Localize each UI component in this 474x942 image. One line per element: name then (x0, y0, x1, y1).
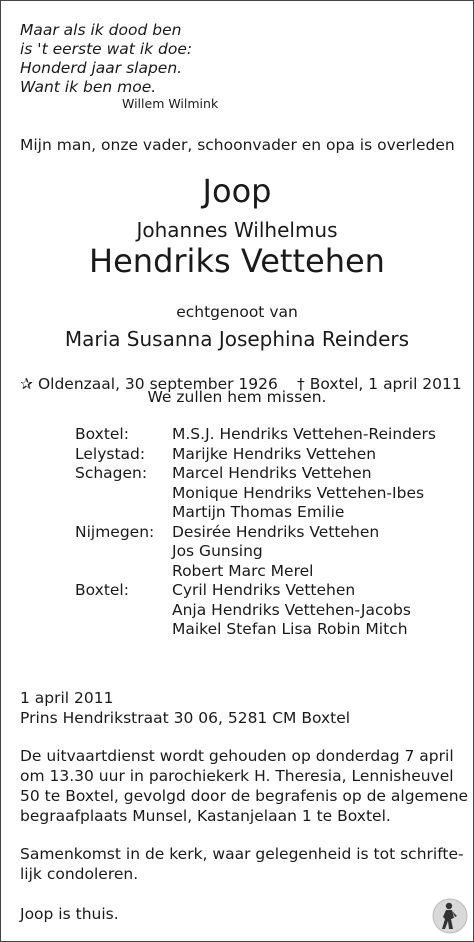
service-line: De uitvaartdienst wordt gehouden op donderdag 7 april (20, 747, 454, 765)
poem-line: is 't eerste wat ik doe: (20, 40, 193, 58)
family-member-name: Anja Hendriks Vettehen-Jacobs (172, 601, 411, 619)
family-member-name: Desirée Hendriks Vettehen (172, 523, 380, 541)
family-place: Boxtel: (75, 581, 129, 599)
miss-line: We zullen hem missen. (147, 388, 327, 406)
deceased-surname: Hendriks Vettehen (89, 242, 385, 280)
family-member-name: Marcel Hendriks Vettehen (172, 464, 372, 482)
poem-line: Want ik ben moe. (20, 78, 157, 96)
family-place: Schagen: (75, 464, 148, 482)
family-place: Nijmegen: (75, 523, 155, 541)
poem-line: Maar als ik dood ben (20, 21, 182, 39)
deceased-given-names: Johannes Wilhelmus (136, 218, 338, 242)
poem-author: Willem Wilmink (122, 96, 219, 111)
family-member-name: Cyril Hendriks Vettehen (172, 581, 356, 599)
family-member-name: Marijke Hendriks Vettehen (172, 445, 377, 463)
announcement-text: Mijn man, onze vader, schoonvader en opa is overleden (20, 136, 455, 154)
gathering-line: lijk condoleren. (20, 865, 139, 883)
gathering-line: Samenkomst in de kerk, waar gelegenheid is tot schrifte- (20, 845, 464, 863)
family-member-name: Monique Hendriks Vettehen-Ibes (172, 484, 425, 502)
family-place: Boxtel: (75, 425, 129, 443)
family-member-name: M.S.J. Hendriks Vettehen-Reinders (172, 425, 436, 443)
birth-text: Oldenzaal, 30 september 1926 (37, 375, 278, 393)
cross-icon: † (297, 375, 305, 393)
spouse-label: echtgenoot van (176, 303, 298, 321)
death-text: Boxtel, 1 april 2011 (309, 375, 462, 393)
address-date: 1 april 2011 (20, 689, 114, 707)
memorial-figure-icon (432, 898, 468, 934)
spouse-name: Maria Susanna Josephina Reinders (64, 327, 410, 351)
closing-line: Joop is thuis. (20, 905, 119, 923)
family-member-name: Maikel Stefan Lisa Robin Mitch (172, 620, 408, 638)
family-member-name: Robert Marc Merel (172, 562, 314, 580)
address-street: Prins Hendrikstraat 30 06, 5281 CM Boxtel (20, 709, 351, 727)
family-member-name: Jos Gunsing (172, 542, 263, 560)
family-place: Lelystad: (75, 445, 146, 463)
deceased-call-name: Joop (202, 172, 272, 210)
service-line: begraafplaats Munsel, Kastanjelaan 1 te Boxtel. (20, 807, 391, 825)
poem-line: Honderd jaar slapen. (20, 59, 183, 77)
family-member-name: Martijn Thomas Emilie (172, 503, 345, 521)
service-line: 50 te Boxtel, gevolgd door de begrafenis op de algemene (20, 787, 469, 805)
star-icon: ✰ (20, 375, 33, 393)
service-line: om 13.30 uur in parochiekerk H. Theresia, Lennisheuvel (20, 767, 454, 785)
